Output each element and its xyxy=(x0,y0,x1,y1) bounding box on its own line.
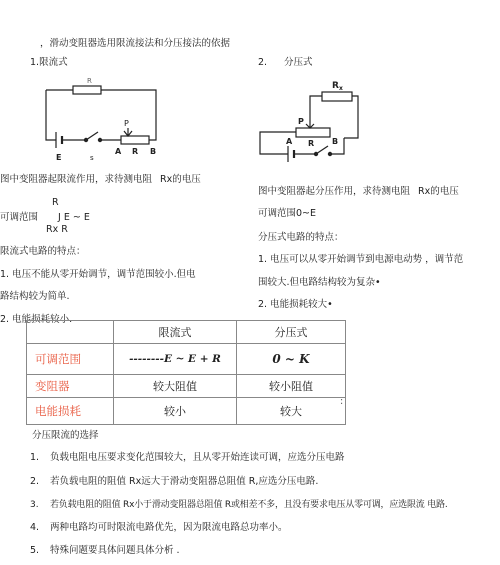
stray-mark: : xyxy=(340,396,344,407)
right-caption: 图中变阻器起分压作用，求待测电阻 xyxy=(258,186,411,197)
formula-top: R xyxy=(52,197,59,208)
left-feature-2: 2. 电能损耗较小. xyxy=(0,314,73,325)
selection-item: 负载电阻电压要求变化范围较大，且从零开始连读可调，应选分压电路 xyxy=(50,452,345,463)
table-header-cell xyxy=(27,321,114,344)
left-heading: 1.限流式 xyxy=(30,57,68,68)
rheostat-label: R xyxy=(308,139,315,148)
switch-label: s xyxy=(90,154,94,162)
selection-num: 2. xyxy=(30,476,40,487)
load-resistor xyxy=(322,92,352,101)
rx-label: R xyxy=(332,81,339,91)
left-features-title: 限流式电路的特点： xyxy=(0,246,86,257)
row-label: 可调范围 xyxy=(27,344,114,375)
terminal-b-label: B xyxy=(150,147,157,156)
table-cell: 0 ~ K xyxy=(237,344,346,375)
right-heading-num: 2. xyxy=(258,57,268,68)
selection-item: 若负载电阻的阻值 Rx小于滑动变阻器总阻值 R或相差不多，且没有要求电压从零可调，应选限流 电路. xyxy=(50,500,448,510)
left-feature-1: 1. 电压不能从零开始调节，调节范围较小.但电 xyxy=(0,269,196,280)
right-caption-rx: Rx的电压 xyxy=(418,186,459,197)
battery-label: E xyxy=(56,153,62,162)
left-caption-rx: Rx的电压 xyxy=(160,174,201,185)
rheostat xyxy=(296,128,330,137)
right-features-title: 分压式电路的特点： xyxy=(258,232,344,243)
selection-num: 4. xyxy=(30,522,40,533)
table-cell: 较大阻值 xyxy=(114,375,237,398)
right-range: 可调范围0~E xyxy=(258,208,317,219)
table-cell: 较小 xyxy=(114,398,237,425)
formula-mid: J E ~ E xyxy=(58,212,90,223)
terminal-a-label: A xyxy=(115,147,122,156)
right-feature-2: 2. 电能损耗较大• xyxy=(258,299,333,310)
formula-bot: Rx R xyxy=(46,224,68,235)
rheostat-label: R xyxy=(132,147,139,156)
load-resistor xyxy=(73,86,101,94)
left-feature-1b: 路结构较为简单. xyxy=(0,291,70,302)
rheostat xyxy=(121,136,149,144)
selection-item: 特殊问题要具体问题具体分析 . xyxy=(50,545,180,556)
slider-label: P xyxy=(298,117,304,126)
right-heading: 分压式 xyxy=(284,57,313,68)
table-header-cell: 限流式 xyxy=(114,321,237,344)
terminal-a-label: A xyxy=(286,137,293,146)
left-caption: 图中变阻器起限流作用，求待测电阻 xyxy=(0,174,153,185)
selection-num: 1. xyxy=(30,452,40,463)
table-cell: 较小阻值 xyxy=(237,375,346,398)
table-header-row xyxy=(27,321,346,344)
slider-label: P xyxy=(124,119,129,128)
table-cell: --------E ~ E + R xyxy=(114,344,237,375)
left-range-label: 可调范围 xyxy=(0,212,39,223)
row-label: 变阻器 xyxy=(27,375,114,398)
selection-title: 分压限流的选择 xyxy=(32,430,99,441)
table-row xyxy=(27,398,346,425)
comparison-table xyxy=(26,320,346,425)
selection-item: 若负载电阻的阻值 Rx远大于滑动变阻器总阻值 R,应选分压电路. xyxy=(50,476,319,487)
terminal-b-label: B xyxy=(332,137,339,146)
row-label: 电能损耗 xyxy=(27,398,114,425)
table-header-cell: 分压式 xyxy=(237,321,346,344)
right-feature-1b: 围较大.但电路结构较为复杂• xyxy=(258,277,381,288)
table-row xyxy=(27,344,346,375)
selection-num: 5. xyxy=(30,545,40,556)
table-cell: 较大 xyxy=(237,398,346,425)
divider-circuit-diagram xyxy=(258,76,376,168)
selection-item: 两种电路均可时限流电路优先，因为限流电路总功率小。 xyxy=(50,522,288,533)
limiting-circuit-diagram xyxy=(38,74,168,166)
selection-num: 3. xyxy=(30,500,39,510)
page-title: ，滑动变阻器选用限流接法和分压接法的依据 xyxy=(40,38,231,49)
rx-subscript: x xyxy=(339,85,343,92)
right-feature-1: 1. 电压可以从零开始调节到电源电动势 ，调节范 xyxy=(258,254,464,265)
table-row xyxy=(27,375,346,398)
load-label: R xyxy=(87,77,92,85)
